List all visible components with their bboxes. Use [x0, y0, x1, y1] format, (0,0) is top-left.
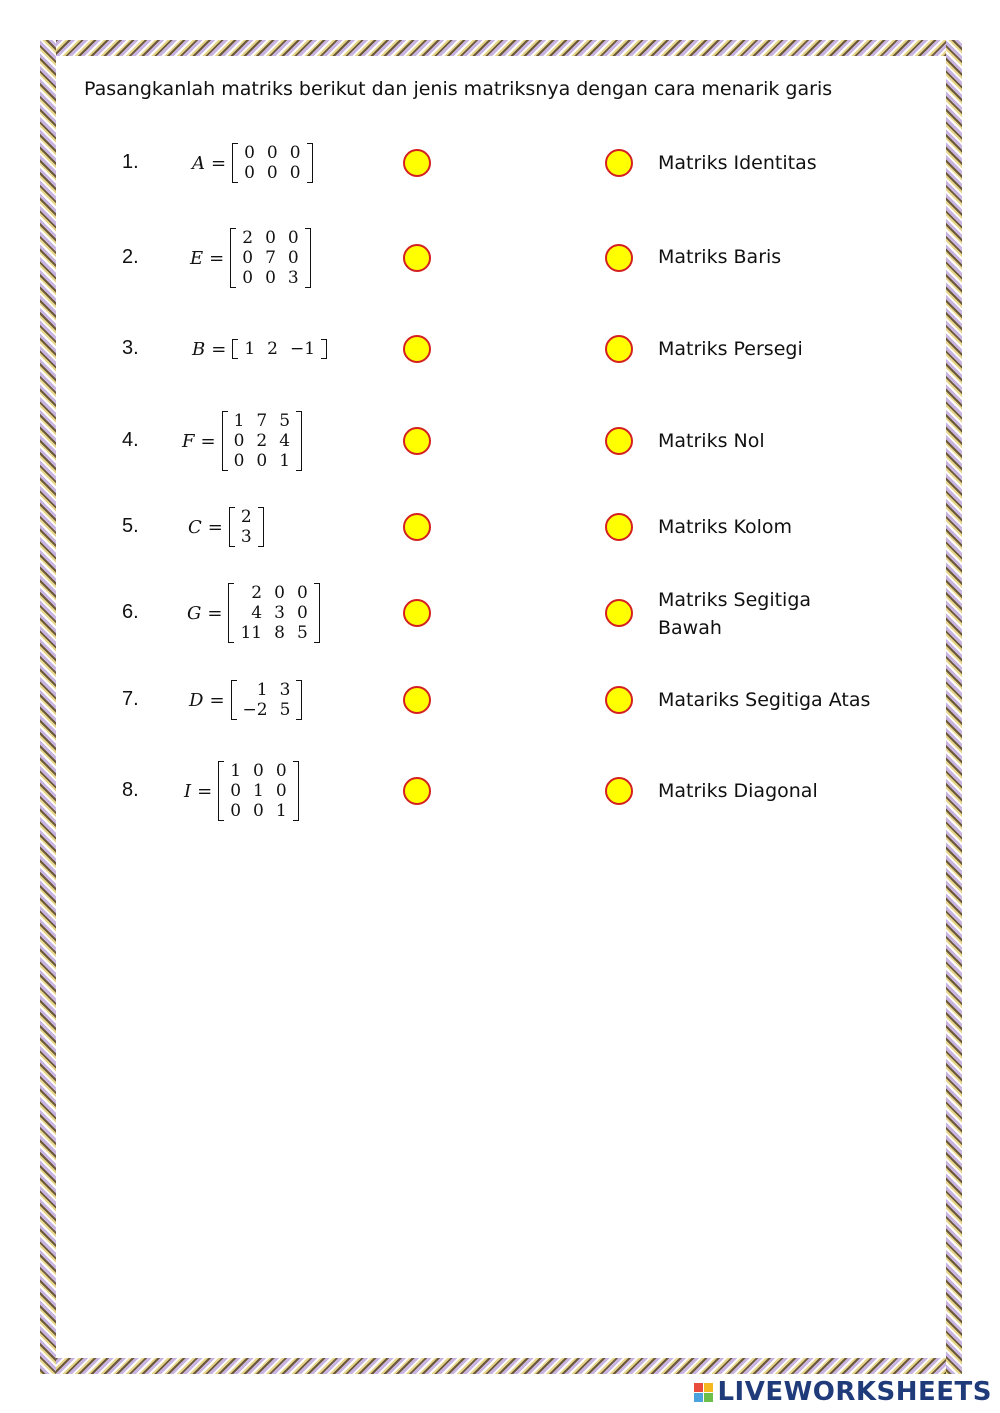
right-connector-dot[interactable] — [605, 335, 633, 363]
matrix-cell: 2 — [256, 431, 268, 451]
matrix-expression — [192, 143, 313, 183]
matrix-variable: B — [192, 338, 206, 360]
matrix-brackets — [228, 583, 319, 643]
matrix-cell: −2 — [242, 700, 268, 720]
matrix-cell: 0 — [289, 143, 301, 163]
border-bottom — [40, 1358, 962, 1374]
matrix-cell: 0 — [242, 248, 254, 268]
matrix-cell: 7 — [265, 248, 276, 268]
matrix-cell: 0 — [275, 761, 287, 781]
left-connector-dot[interactable] — [403, 513, 431, 541]
matrix-cell: 1 — [256, 680, 268, 700]
matrix-cell: 0 — [274, 583, 285, 603]
matrix-cell: 8 — [274, 623, 285, 643]
matrix-brackets — [232, 143, 312, 183]
matrix-type-label: Matriks Baris — [658, 246, 782, 268]
equals-sign: = — [211, 152, 227, 174]
matrix-brackets — [222, 411, 302, 471]
border-right — [946, 40, 962, 1374]
item-number: 5. — [122, 515, 139, 537]
matrix-cell: 3 — [287, 268, 299, 288]
matrix-variable: E — [190, 247, 204, 269]
equals-sign: = — [207, 602, 223, 624]
matrix-cell: 0 — [230, 801, 242, 821]
left-connector-dot[interactable] — [403, 686, 431, 714]
matrix-cell: 7 — [256, 411, 268, 431]
matrix-cell: 2 — [267, 339, 278, 359]
matrix-cell: 0 — [265, 268, 276, 288]
matrix-cell: 2 — [242, 228, 254, 248]
matrix-cell: 2 — [240, 507, 252, 527]
matrix-cell: 1 — [253, 781, 264, 801]
equals-sign: = — [209, 247, 225, 269]
matrix-variable: D — [189, 689, 204, 711]
matrix-cell: 1 — [230, 761, 242, 781]
matrix-variable: I — [184, 780, 192, 802]
matrix-cell: 3 — [279, 680, 291, 700]
border-top — [40, 40, 962, 56]
matrix-variable: C — [188, 516, 202, 538]
matrix-cell: 0 — [265, 228, 276, 248]
matrix-cell: 3 — [240, 527, 252, 547]
matrix-brackets — [231, 680, 303, 720]
item-number: 3. — [122, 337, 139, 359]
matrix-cell: 11 — [240, 623, 263, 643]
matrix-cell: 1 — [244, 339, 256, 359]
item-number: 1. — [122, 151, 139, 173]
matrix-expression — [190, 228, 311, 288]
right-connector-dot[interactable] — [605, 513, 633, 541]
matrix-type-label: Matriks Nol — [658, 430, 765, 452]
matrix-expression — [187, 583, 320, 643]
matrix-cell: 0 — [266, 163, 278, 183]
matrix-cell: 1 — [279, 451, 291, 471]
left-connector-dot[interactable] — [403, 427, 431, 455]
matrix-variable: F — [182, 430, 195, 452]
matrix-cell: 2 — [251, 583, 263, 603]
matrix-cell: −1 — [289, 339, 316, 359]
matrix-type-label: Matariks Segitiga Atas — [658, 689, 871, 711]
matrix-expression — [182, 411, 302, 471]
matrix-cell: 0 — [275, 781, 287, 801]
matrix-cell: 0 — [244, 163, 255, 183]
equals-sign: = — [209, 689, 225, 711]
matrix-cell: 0 — [244, 143, 255, 163]
matrix-cell: 0 — [256, 451, 268, 471]
matrix-cell: 0 — [242, 268, 254, 288]
matrix-cell: 0 — [233, 431, 245, 451]
matrix-cell: 5 — [279, 700, 291, 720]
right-connector-dot[interactable] — [605, 244, 633, 272]
matrix-cell: 0 — [253, 801, 264, 821]
right-connector-dot[interactable] — [605, 777, 633, 805]
left-connector-dot[interactable] — [403, 149, 431, 177]
brand-text: LIVEWORKSHEETS — [717, 1377, 992, 1407]
matrix-cell: 5 — [296, 623, 308, 643]
liveworksheets-logo-icon — [694, 1383, 713, 1402]
matrix-cell: 3 — [274, 603, 285, 623]
matrix-brackets — [230, 228, 310, 288]
matrix-cell: 4 — [251, 603, 263, 623]
item-number: 6. — [122, 601, 139, 623]
right-connector-dot[interactable] — [605, 599, 633, 627]
border-left — [40, 40, 56, 1374]
matrix-expression — [192, 339, 327, 359]
matrix-variable: A — [192, 152, 205, 174]
matrix-type-label: Matriks Kolom — [658, 516, 793, 538]
matrix-cell: 1 — [233, 411, 245, 431]
matrix-cell: 0 — [230, 781, 242, 801]
matrix-type-label: Matriks Identitas — [658, 152, 817, 174]
matrix-cell: 0 — [296, 603, 308, 623]
matrix-cell: 0 — [287, 248, 299, 268]
matrix-cell: 4 — [279, 431, 291, 451]
matrix-cell: 0 — [287, 228, 299, 248]
item-number: 8. — [122, 779, 139, 801]
item-number: 2. — [122, 246, 139, 268]
instruction-text: Pasangkanlah matriks berikut dan jenis matriksnya dengan cara menarik garis — [84, 78, 833, 100]
matrix-variable: G — [187, 602, 202, 624]
matrix-brackets — [218, 761, 298, 821]
matrix-expression — [184, 761, 299, 821]
matrix-cell: 1 — [275, 801, 287, 821]
matrix-cell: 0 — [296, 583, 308, 603]
left-connector-dot[interactable] — [403, 599, 431, 627]
matrix-brackets — [232, 339, 327, 359]
liveworksheets-logo — [694, 1377, 992, 1407]
matrix-type-label: Matriks Persegi — [658, 338, 803, 360]
matrix-type-label: Matriks Segitiga Bawah — [658, 589, 812, 639]
matrix-cell: 0 — [266, 143, 278, 163]
matrix-cell: 5 — [279, 411, 291, 431]
equals-sign: = — [197, 780, 213, 802]
right-connector-dot[interactable] — [605, 427, 633, 455]
equals-sign: = — [207, 516, 223, 538]
matrix-brackets — [229, 507, 264, 547]
matrix-expression — [188, 507, 264, 547]
matrix-type-label: Matriks Diagonal — [658, 780, 818, 802]
matrix-cell: 0 — [289, 163, 301, 183]
equals-sign: = — [211, 338, 227, 360]
right-connector-dot[interactable] — [605, 149, 633, 177]
matrix-expression — [189, 680, 302, 720]
left-connector-dot[interactable] — [403, 777, 431, 805]
item-number: 7. — [122, 688, 139, 710]
left-connector-dot[interactable] — [403, 244, 431, 272]
right-connector-dot[interactable] — [605, 686, 633, 714]
matrix-cell: 0 — [253, 761, 264, 781]
matrix-cell: 0 — [233, 451, 245, 471]
equals-sign: = — [200, 430, 216, 452]
left-connector-dot[interactable] — [403, 335, 431, 363]
item-number: 4. — [122, 429, 139, 451]
